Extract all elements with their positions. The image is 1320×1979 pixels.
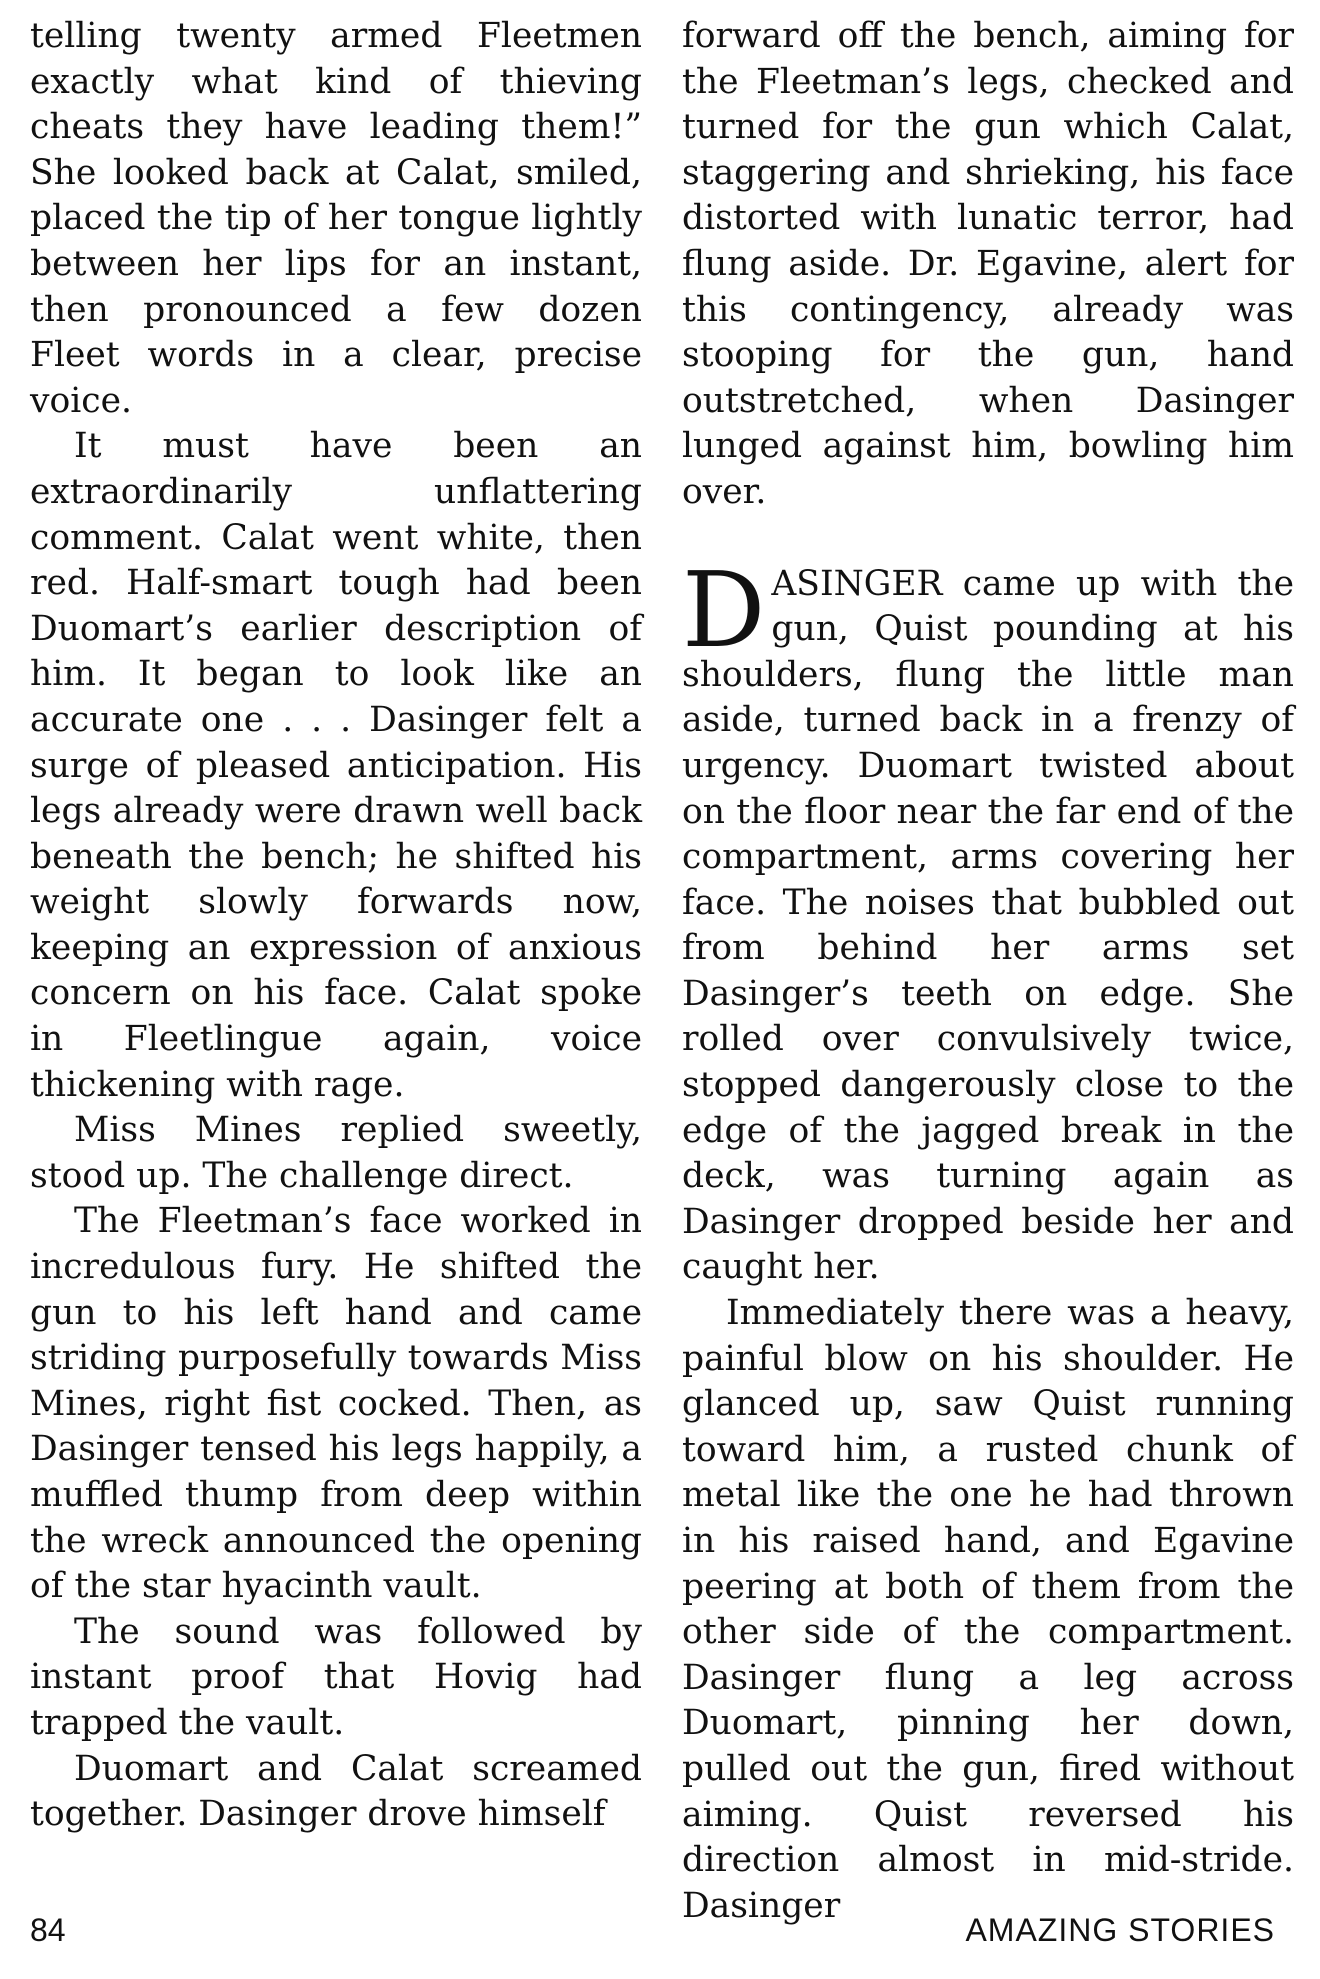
paragraph: Duomart and Calat screamed together. Dasinger drove himself: [30, 1748, 642, 1835]
section-paragraph-text: ASINGER came up with the gun, Quist pounding at his shoulders, flung the little man aside, turned back in a frenzy of urgency. Duomart twisted about on the floor near the far end of the compartment, arms covering her face. The noises that bubbled out from behind her arms set Dasinger’s teeth on edge. She rolled over convulsively twice, stopped dangerously close to the edge of the jagged break in the deck, was turning again as Dasinger dropped beside her and caught her.: [682, 563, 1294, 1288]
paragraph-continuation: forward off the bench, aiming for the Fleetman’s legs, checked and turned for the gun which Calat, staggering and shrieking, his face distorted with lunatic terror, had flung aside. Dr. Egavine, alert for this contingency, already was stooping for the gun, hand outstretched, when Dasinger lunged against him, bowling him over.: [682, 16, 1294, 512]
right-column: [682, 14, 1294, 1929]
section-paragraph: [682, 548, 1294, 1292]
paragraph: Miss Mines replied sweetly, stood up. The challenge direct.: [30, 1110, 642, 1196]
page-number: 84: [30, 1912, 66, 1948]
paragraph: telling twenty armed Fleetmen exactly what kind of thieving cheats they have leading them!” She looked back at Calat, smiled, placed the tip of her tongue lightly between her lips for an instant, then pronounced a few dozen Fleet words in a clear, precise voice.: [30, 16, 642, 421]
left-column: [30, 14, 642, 1838]
page-footer: [30, 1912, 1275, 1952]
magazine-name: AMAZING STORIES: [965, 1912, 1275, 1948]
paragraph: The Fleetman’s face worked in incredulous fury. He shifted the gun to his left hand and came striding purposefully towards Miss Mines, right fist cocked. Then, as Dasinger tensed his legs happily, a muffled thump from deep within the wreck announced the opening of the star hyacinth vault.: [30, 1201, 642, 1607]
drop-cap: D: [682, 548, 766, 671]
paragraph: The sound was followed by instant proof that Hovig had trapped the vault.: [30, 1611, 642, 1743]
paragraph: It must have been an extraordinarily unflattering comment. Calat went white, then red. Half-smart tough had been Duomart’s earlier description of him. It began to look like an accurate one . . . Dasinger felt a surge of pleased anticipation. His legs already were drawn well back beneath the bench; he shifted his weight slowly forwards now, keeping an expression of anxious concern on his face. Calat spoke in Fleetlingue again, voice thickening with rage.: [30, 426, 642, 1105]
paragraph: Immediately there was a heavy, painful blow on his shoulder. He glanced up, saw Quist running toward him, a rusted chunk of metal like the one he had thrown in his raised hand, and Egavine peering at both of them from the other side of the compartment. Dasinger flung a leg across Duomart, pinning her down, pulled out the gun, fired without aiming. Quist reversed his direction almost in mid-stride. Dasinger: [682, 1293, 1294, 1926]
